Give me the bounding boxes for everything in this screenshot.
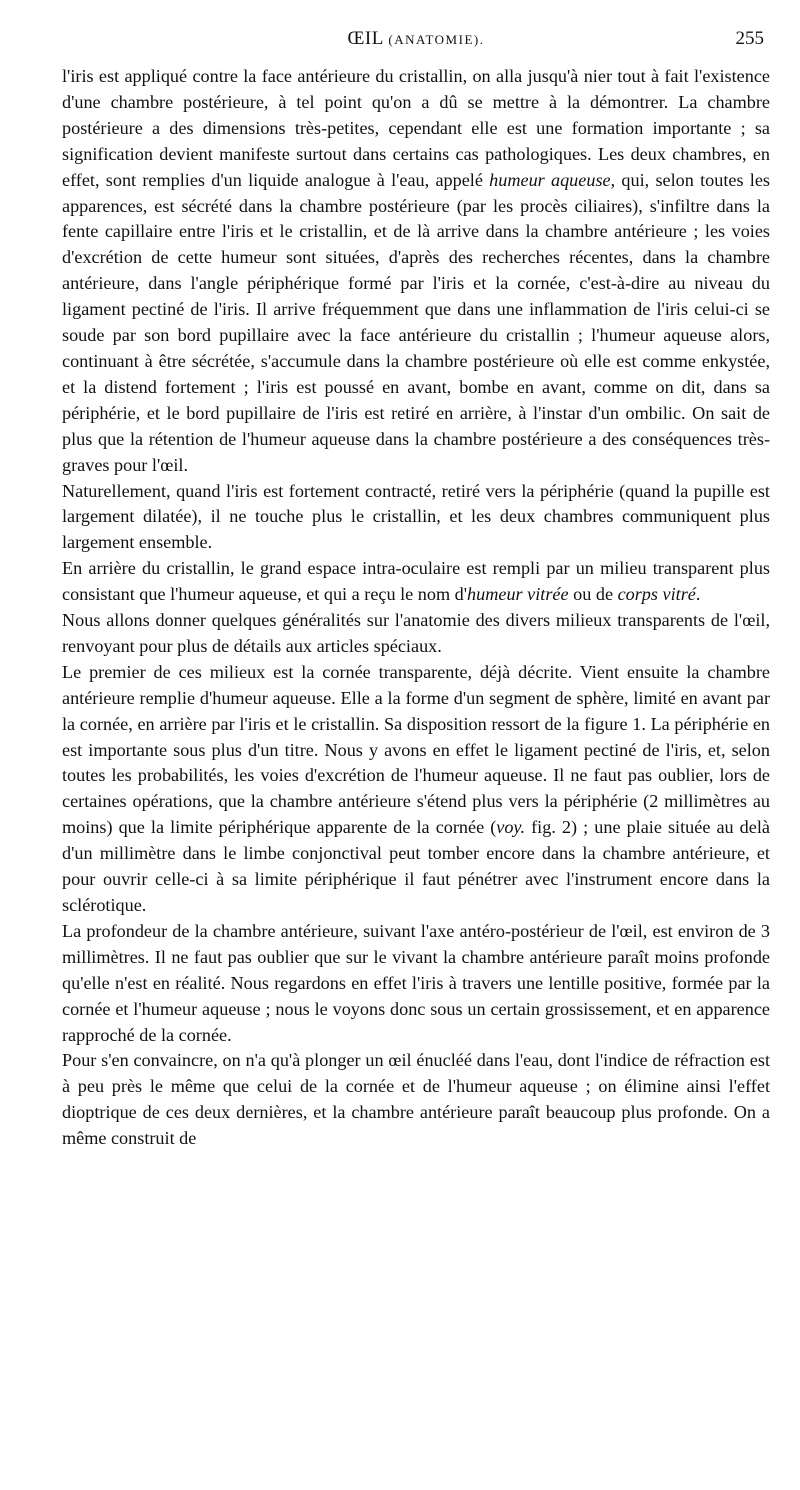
text-run: La profondeur de la chambre antérieure, suivant l'axe antéro-postérieur de l'œil, est environ de 3 millimètres. Il ne faut pas oublier que sur le vivant la chambre antérieure paraît moins profonde qu'elle n'est en réalité. Nous regardons en effet l'iris à travers une lentille positive, formée par la cornée et l'humeur aqueuse ; nous le voyons donc sous un certain grossissement, et en apparence rapproché de la cornée. xyxy=(62,920,770,1045)
text-run: Nous allons donner quelques généralités sur l'anatomie des divers milieux transparents de l'œil, renvoyant pour plus de détails aux articles spéciaux. xyxy=(62,610,770,656)
text-run: En arrière du cristallin, le grand espace intra-oculaire est rempli par un milieu transparent plus consistant que l'humeur aqueuse, et qui a reçu le nom d' xyxy=(62,558,770,605)
paragraph xyxy=(62,556,770,608)
italic-term: humeur aqueuse xyxy=(489,169,611,190)
italic-term: voy. xyxy=(496,817,526,838)
italic-term: humeur vitrée xyxy=(467,584,569,605)
italic-term: corps vitré xyxy=(617,584,696,605)
text-run: . xyxy=(695,584,701,605)
running-title-sub: (ANATOMIE). xyxy=(388,32,485,47)
running-header xyxy=(62,28,770,58)
text-run: Naturellement, quand l'iris est fortement contracté, retiré vers la périphérie (quand la pupille est largement dilatée), il ne touche plus le cristallin, et les deux chambres communiquent plus largement ensemble. xyxy=(62,480,770,553)
page-number: 255 xyxy=(735,28,764,49)
running-title-main: ŒIL xyxy=(347,28,384,49)
text-run: Pour s'en convaincre, on n'a qu'à plonger un œil énucléé dans l'eau, dont l'indice de réfraction est à peu près le même que celui de la cornée et de l'humeur aqueuse ; on élimine ainsi l'effet dioptrique de ces deux dernières, et la chambre antérieure paraît beaucoup plus profonde. On a même construit de xyxy=(62,1050,770,1149)
text-run: , qui, selon toutes les apparences, est sécrété dans la chambre postérieure (par les procès ciliaires), s'infiltre dans la fente capillaire entre l'iris et le cristallin, et de là arrive dans la chambre antérieure ; les voies d'excrétion de cette humeur sont situées, d'après des recherches récentes, dans la chambre antérieure, dans l'angle périphérique formé par l'iris et la cornée, c'est-à-dire au niveau du ligament pectiné de l'iris. Il arrive fréquemment que dans une inflammation de l'iris celui-ci se soude par son bord pupillaire avec la face antérieure du cristallin ; l'humeur aqueuse alors, continuant à être sécrétée, s'accumule dans la chambre postérieure où elle est comme enkystée, et la distend fortement ; l'iris est poussé en avant, bombe en avant, comme on dit, dans sa périphérie, et le bord pupillaire de l'iris est retiré en arrière, à l'instar d'un ombilic. On sait de plus que la rétention de l'humeur aqueuse dans la chambre postérieure a des conséquences très-graves pour l'œil. xyxy=(62,169,770,475)
paragraph xyxy=(62,660,770,919)
text-run: ou de xyxy=(568,584,618,605)
paragraph xyxy=(62,919,770,1049)
text-run: l'iris est appliqué contre la face antérieure du cristallin, on alla jusqu'à nier tout à fait l'existence d'une chambre postérieure, à tel point qu'on a dû se mettre à la démontrer. La chambre postérieure a des dimensions très-petites, cependant elle est une formation importante ; sa signification devient manifeste surtout dans certains cas pathologiques. Les deux chambres, en effet, sont remplies d'un liquide analogue à l'eau, appelé xyxy=(62,66,770,190)
paragraph xyxy=(62,479,770,557)
running-title xyxy=(62,28,770,50)
paragraph xyxy=(62,64,770,479)
body-text xyxy=(62,64,770,1152)
paragraph xyxy=(62,1048,770,1152)
text-run: Le premier de ces milieux est la cornée transparente, déjà décrite. Vient ensuite la chambre antérieure remplie d'humeur aqueuse. Elle a la forme d'un segment de sphère, limité en avant par la cornée, en arrière par l'iris et le cristallin. Sa disposition ressort de la figure 1. La périphérie en est importante sous plus d'un titre. Nous y avons en effet le ligament pectiné de l'iris, et, selon toutes les probabilités, les voies d'excrétion de l'humeur aqueuse. Il ne faut pas oublier, lors de certaines opérations, que la chambre antérieure s'étend plus vers la périphérie (2 millimètres au moins) que la limite périphérique apparente de la cornée ( xyxy=(62,661,770,838)
text-run: fig. 2) ; une plaie située au delà d'un millimètre dans le limbe conjonctival peut tomber encore dans la chambre antérieure, et pour ouvrir celle-ci à sa limite périphérique il faut pénétrer avec l'instrument encore dans la sclérotique. xyxy=(62,817,770,915)
paragraph xyxy=(62,608,770,660)
